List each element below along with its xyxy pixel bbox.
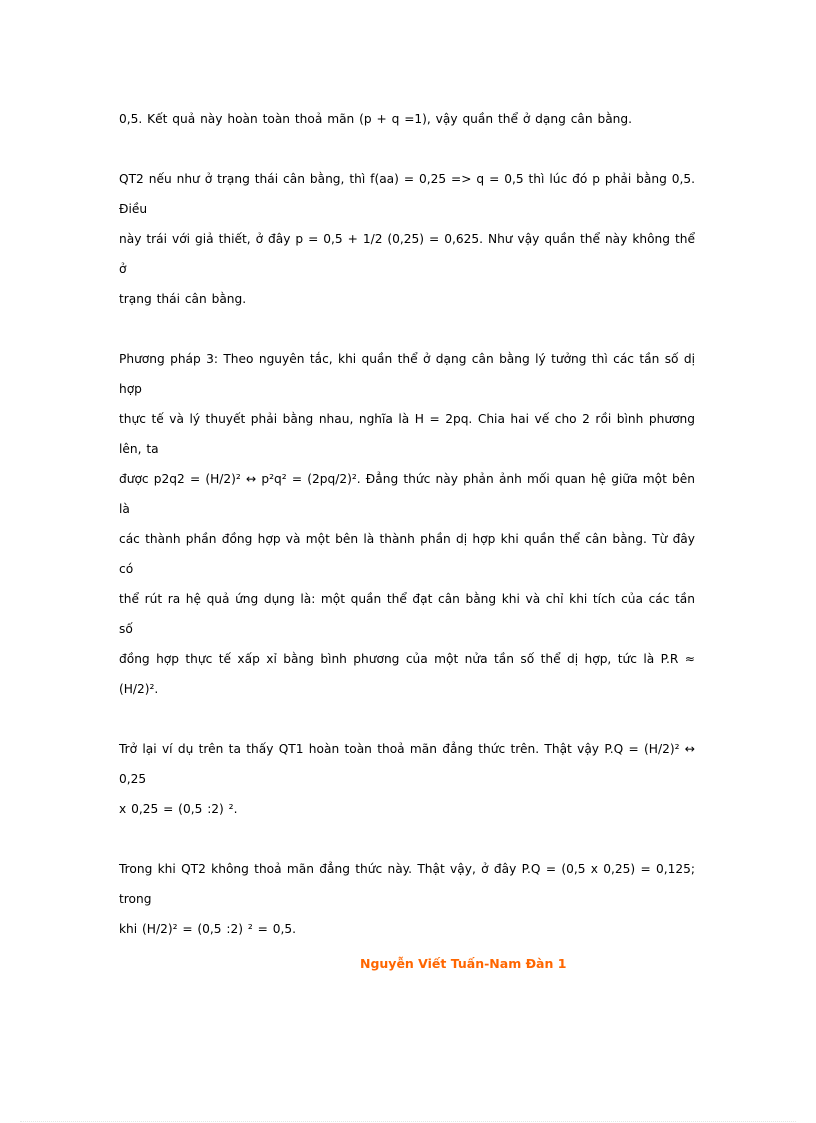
paragraph-qt2-analysis [119, 164, 695, 314]
paragraph-qt2-check [119, 854, 695, 944]
text-line: Trong khi QT2 không thoả mãn đẳng thức này. Thật vậy, ở đây P.Q = (0,5 x 0,25) = 0,125; trong [119, 862, 695, 906]
paragraph-conclusion-qt1 [119, 104, 695, 134]
paragraph-qt1-check [119, 734, 695, 824]
author-signature: Nguyễn Viết Tuấn-Nam Đàn 1 [360, 956, 567, 971]
text-line: khi (H/2)² = (0,5 :2) ² = 0,5. [119, 922, 297, 936]
paragraph-method-3 [119, 344, 695, 704]
text-line: thể rút ra hệ quả ứng dụng là: một quần thể đạt cân bằng khi và chỉ khi tích của các tần số [119, 592, 695, 636]
text-line: QT2 nếu như ở trạng thái cân bằng, thì f(aa) = 0,25 => q = 0,5 thì lúc đó p phải bằng 0,5. Điều [119, 172, 695, 216]
text-line: 0,5. Kết quả này hoàn toàn thoả mãn (p + q =1), vậy quần thể ở dạng cân bằng. [119, 112, 633, 126]
paragraph-spacer [119, 704, 695, 734]
text-line: trạng thái cân bằng. [119, 292, 247, 306]
text-line: đồng hợp thực tế xấp xỉ bằng bình phương của một nửa tần số thể dị hợp, tức là P.R ≈ (H/2)². [119, 652, 695, 696]
paragraph-spacer [119, 134, 695, 164]
paragraph-spacer [119, 824, 695, 854]
paragraph-spacer [119, 314, 695, 344]
text-line: x 0,25 = (0,5 :2) ². [119, 802, 238, 816]
text-line: được p2q2 = (H/2)² ↔ p²q² = (2pq/2)². Đẳng thức này phản ảnh mối quan hệ giữa một bên là [119, 472, 695, 516]
document-body [119, 104, 695, 974]
text-line: này trái với giả thiết, ở đây p = 0,5 + 1/2 (0,25) = 0,625. Như vậy quần thể này không thể ở [119, 232, 695, 276]
text-line: Trở lại ví dụ trên ta thấy QT1 hoàn toàn thoả mãn đẳng thức trên. Thật vậy P.Q = (H/2)² ↔ 0,25 [119, 742, 695, 786]
text-line: thực tế và lý thuyết phải bằng nhau, nghĩa là H = 2pq. Chia hai vế cho 2 rồi bình phương lên, ta [119, 412, 695, 456]
text-line: các thành phần đồng hợp và một bên là thành phần dị hợp khi quần thể cân bằng. Từ đây có [119, 532, 695, 576]
page-bottom-border [20, 1121, 796, 1122]
text-line: Phương pháp 3: Theo nguyên tắc, khi quần thể ở dạng cân bằng lý tưởng thì các tần số dị hợp [119, 352, 695, 396]
